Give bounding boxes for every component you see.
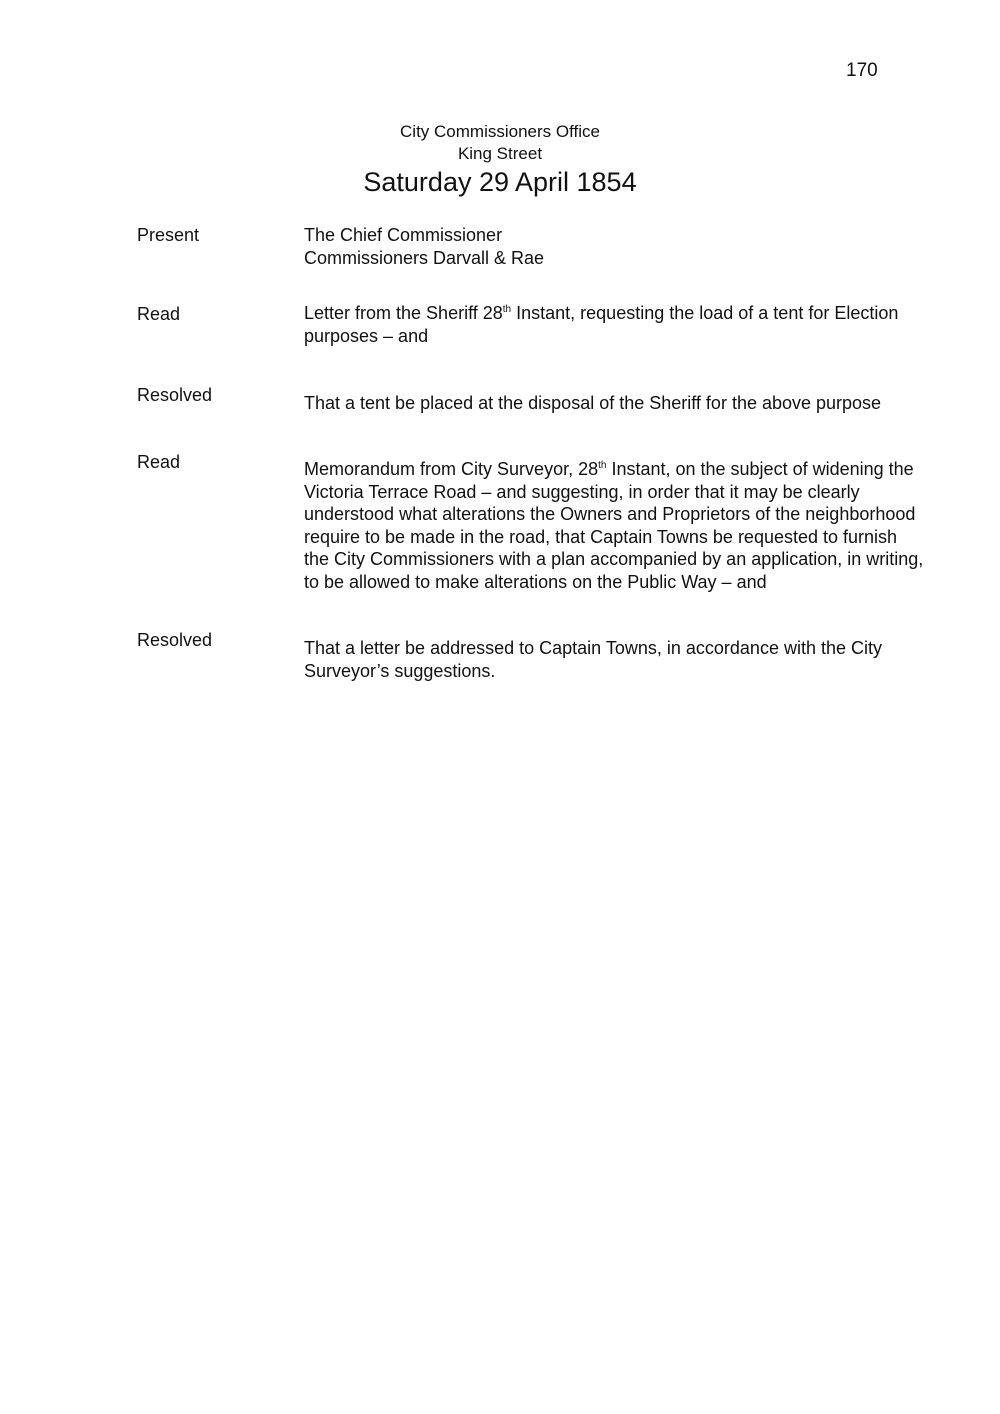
attendee-line: Commissioners Darvall & Rae	[304, 247, 545, 268]
resolved-label: Resolved	[137, 630, 213, 650]
meeting-date: Saturday 29 April 1854	[363, 167, 637, 197]
resolved-entry-letter: That a letter be addressed to Captain Towns, in accordance with the City Surveyor’s suggestions.	[304, 638, 882, 681]
entry-text: Instant, requesting the load of a tent for Election purposes – and	[304, 303, 899, 346]
street-name: King Street	[457, 144, 543, 163]
minutes-heading	[0, 121, 1000, 198]
read-entry-sheriff-letter	[304, 302, 924, 347]
present-attendees	[304, 224, 924, 269]
resolved-entry-tent: That a tent be placed at the disposal of the Sheriff for the above purpose	[304, 393, 882, 413]
read-label: Read	[137, 304, 181, 324]
page-number: 170	[846, 60, 878, 81]
entry-text: Instant, on the subject of widening the Victoria Terrace Road – and suggesting, in order that it may be clearly understood what alterations the Owners and Proprietors of the neighborhood require to be made in the road, that Captain Towns be requested to furnish the City Commissioners with a plan accompanied by an application, in writing, to be allowed to make alterations on the Public Way – and	[304, 459, 924, 592]
attendee-line: The Chief Commissioner	[304, 225, 503, 245]
ordinal-suffix: th	[502, 304, 512, 315]
entry-text: Letter from the Sheriff 28	[304, 303, 503, 323]
present-label: Present	[137, 225, 200, 245]
read-entry-surveyor-memorandum	[304, 458, 924, 593]
resolved-label: Resolved	[137, 385, 213, 405]
read-label: Read	[137, 452, 181, 472]
office-name: City Commissioners Office	[400, 122, 600, 141]
entry-text: Memorandum from City Surveyor, 28	[304, 459, 599, 479]
ordinal-suffix: th	[598, 460, 607, 471]
